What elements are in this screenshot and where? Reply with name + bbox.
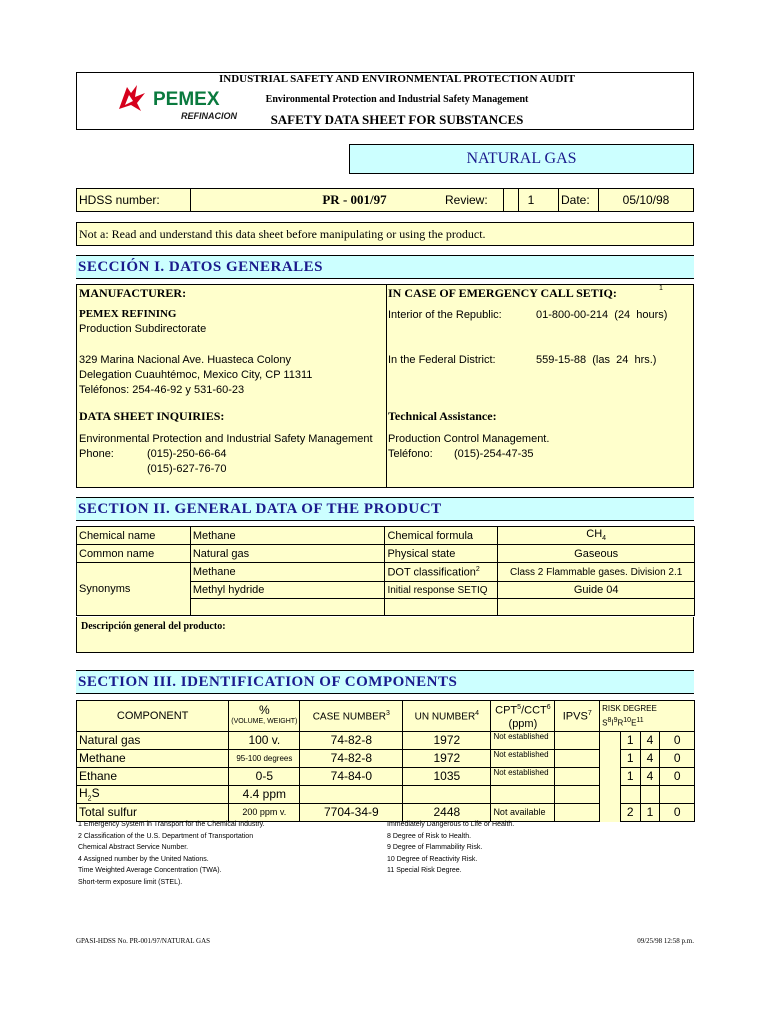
empty-cell — [385, 599, 498, 616]
header-title-2: Environmental Protection and Industrial Safety Management — [265, 94, 529, 105]
setiq-value: Guide 04 — [498, 582, 695, 599]
header-title-1: INDUSTRIAL SAFETY AND ENVIRONMENTAL PROTECTION AUDIT — [218, 73, 576, 85]
footnote: Time Weighted Average Concentration (TWA). — [78, 867, 222, 874]
cell-r: 0 — [660, 803, 695, 821]
description-box — [76, 617, 694, 653]
setiq-label: Initial response SETIQ — [385, 582, 498, 599]
cell-cpt: Not established — [491, 767, 555, 785]
header-percent: % (VOLUME, WEIGHT) — [229, 701, 300, 732]
hdss-value: PR - 001/97 — [191, 189, 519, 211]
tech-org: Production Control Management. — [388, 433, 550, 445]
description-label: Descripción general del producto: — [81, 621, 226, 632]
cell-component: Natural gas — [77, 731, 229, 749]
footnote: Short-term exposure limit (STEL). — [78, 878, 183, 886]
synonym-2: Methyl hydride — [190, 582, 385, 599]
section1-divider — [386, 285, 387, 487]
cell-cpt: Not available — [491, 803, 555, 821]
cell-percent: 4.4 ppm — [229, 785, 300, 803]
header-component: COMPONENT — [77, 701, 229, 732]
inquiries-org: Environmental Protection and Industrial Safety Management — [79, 433, 373, 445]
emergency-footnote-mark: 1 — [659, 285, 663, 292]
cell-i: 4 — [640, 767, 660, 785]
chem-name-value: Methane — [190, 527, 385, 545]
company-name: PEMEX REFINING — [79, 308, 177, 320]
footnote: 4 Assigned number by the United Nations. — [78, 855, 209, 863]
cell-r: 0 — [660, 767, 695, 785]
cell-component: Total sulfur — [77, 803, 229, 821]
interior-value: 01-800-00-214 (24 hours) — [536, 309, 668, 321]
cell-un: 2448 — [403, 803, 491, 821]
formula-value: $CH_4$ — [498, 527, 695, 545]
table-row — [77, 749, 695, 767]
formula-label: Chemical formula — [385, 527, 498, 545]
spacer-cell — [600, 767, 621, 785]
hdss-label: HDSS number: — [77, 189, 191, 211]
cell-case: 74-82-8 — [300, 731, 403, 749]
footnote: 9 Degree of Flammability Risk. — [387, 844, 483, 851]
dot-label: DOT classification$^2$ — [385, 563, 498, 582]
cell-case: 7704-34-9 — [300, 803, 403, 821]
table-row — [77, 785, 695, 803]
cell-un — [403, 785, 491, 803]
cell-s: 2 — [620, 803, 640, 821]
cell-i — [640, 785, 660, 803]
cell-un: 1972 — [403, 749, 491, 767]
review-label: Review: — [443, 189, 504, 211]
cell-i: 4 — [640, 749, 660, 767]
synonyms-label: Synonyms — [77, 563, 191, 616]
spacer-cell — [600, 731, 621, 749]
review-value: 1 — [504, 189, 559, 211]
federal-label: In the Federal District: — [388, 354, 496, 366]
hdss-row — [76, 188, 694, 212]
cell-cpt — [491, 785, 555, 803]
cell-r: 0 — [660, 731, 695, 749]
cell-ipvs — [555, 749, 600, 767]
common-name-value: Natural gas — [190, 545, 385, 563]
pemex-logo-sub: REFINACION — [181, 111, 237, 121]
interior-label: Interior of the Republic: — [388, 309, 502, 321]
cell-i: 1 — [640, 803, 660, 821]
cell-component: Ethane — [77, 767, 229, 785]
synonym-1: Methane — [190, 563, 385, 582]
date-value: 05/10/98 — [622, 193, 670, 207]
cell-cpt: Not established — [491, 749, 555, 767]
cell-un: 1035 — [403, 767, 491, 785]
cell-ipvs — [555, 731, 600, 749]
spacer-cell — [600, 749, 621, 767]
pemex-logo-text: PEMEX — [153, 89, 220, 110]
header-un: UN NUMBER$^4$ — [403, 701, 491, 732]
product-data-table — [76, 526, 695, 616]
empty-cell — [190, 599, 385, 616]
cell-case — [300, 785, 403, 803]
footnote: Immediately Dangerous to Life or Health. — [387, 821, 515, 828]
header-case: CASE NUMBER$^3$ — [300, 701, 403, 732]
address-line-3: Teléfonos: 254-46-92 y 531-60-23 — [79, 384, 245, 396]
cell-ipvs — [555, 785, 600, 803]
note-box: Not a: Read and understand this data sheet before manipulating or using the product. — [76, 222, 694, 246]
address-line-1: 329 Marina Nacional Ave. Huasteca Colony — [79, 354, 291, 366]
table-row — [77, 767, 695, 785]
manufacturer-label: MANUFACTURER: — [79, 286, 187, 300]
cell-percent: 0-5 — [229, 767, 300, 785]
header-cpt: CPT$^5$/CCT$^6$ (ppm) — [491, 701, 555, 732]
phone-1: (015)-250-66-64 — [147, 448, 227, 460]
federal-value: 559-15-88 (las 24 hrs.) — [536, 354, 657, 366]
table-row — [77, 731, 695, 749]
address-line-2: Delegation Cuauhtémoc, Mexico City, CP 11311 — [79, 369, 313, 381]
tech-phone: (015)-254-47-35 — [454, 448, 534, 460]
emergency-label: IN CASE OF EMERGENCY CALL SETIQ: — [388, 286, 617, 300]
footer-right: 09/25/98 12:58 p.m. — [637, 937, 694, 945]
header-risk: RISK DEGREE $S^8I^9R^{10}E^{11}$ — [600, 701, 695, 732]
phone-label: Phone: — [79, 448, 114, 460]
date-label: Date: — [559, 189, 599, 211]
cell-ipvs — [555, 767, 600, 785]
substance-title: NATURAL GAS — [349, 144, 694, 174]
cell-s: 1 — [620, 749, 640, 767]
header-title-3: SAFETY DATA SHEET FOR SUBSTANCES — [270, 112, 524, 127]
cell-i: 4 — [640, 731, 660, 749]
cell-r: 0 — [660, 749, 695, 767]
phone-2: (015)-627-76-70 — [147, 463, 227, 475]
cell-un: 1972 — [403, 731, 491, 749]
technical-label: Technical Assistance: — [388, 409, 497, 423]
spacer-cell — [600, 785, 621, 803]
section3-title: SECTION III. IDENTIFICATION OF COMPONENTS — [76, 670, 694, 694]
footnote: 10 Degree of Reactivity Risk. — [387, 855, 478, 863]
inquiries-label: DATA SHEET INQUIRIES: — [79, 409, 225, 423]
empty-cell — [498, 599, 695, 616]
cell-case: 74-84-0 — [300, 767, 403, 785]
cell-r — [660, 785, 695, 803]
components-table — [76, 700, 695, 822]
footer-left: GPASI-HDSS No. PR-001/97/NATURAL GAS — [76, 937, 211, 945]
section1-title: SECCIÓN I. DATOS GENERALES — [76, 255, 694, 279]
cell-s: 1 — [620, 731, 640, 749]
dot-value: Class 2 Flammable gases. Division 2.1 — [498, 563, 695, 582]
cell-s — [620, 785, 640, 803]
common-name-label: Common name — [77, 545, 191, 563]
header-box — [76, 72, 694, 130]
section2-title: SECTION II. GENERAL DATA OF THE PRODUCT — [76, 497, 694, 521]
physical-state-value: Gaseous — [498, 545, 695, 563]
footnote: Chemical Abstract Service Number. — [78, 844, 189, 851]
cell-percent: 95-100 degrees — [229, 749, 300, 767]
footnote: 2 Classification of the U.S. Department of Transportation — [78, 832, 254, 840]
header-ipvs: IPVS$^7$ — [555, 701, 600, 732]
footnote: 1 Emergency System in Transport for the Chemical Industry. — [78, 821, 265, 828]
subdirectorate: Production Subdirectorate — [79, 323, 207, 335]
tech-phone-label: Teléfono: — [388, 448, 433, 460]
chem-name-label: Chemical name — [77, 527, 191, 545]
footnote: 8 Degree of Risk to Health. — [387, 832, 472, 840]
physical-state-label: Physical state — [385, 545, 498, 563]
footnotes-left — [78, 819, 378, 888]
footnotes-right — [387, 819, 687, 877]
section1-body — [76, 284, 694, 488]
cell-case: 74-82-8 — [300, 749, 403, 767]
cell-component: Methane — [77, 749, 229, 767]
footnote: 11 Special Risk Degree. — [387, 867, 462, 874]
cell-s: 1 — [620, 767, 640, 785]
cell-component: $H_2S$ — [77, 785, 229, 803]
cell-percent: 200 ppm v. — [229, 803, 300, 821]
cell-percent: 100 v. — [229, 731, 300, 749]
cell-cpt: Not established — [491, 731, 555, 749]
